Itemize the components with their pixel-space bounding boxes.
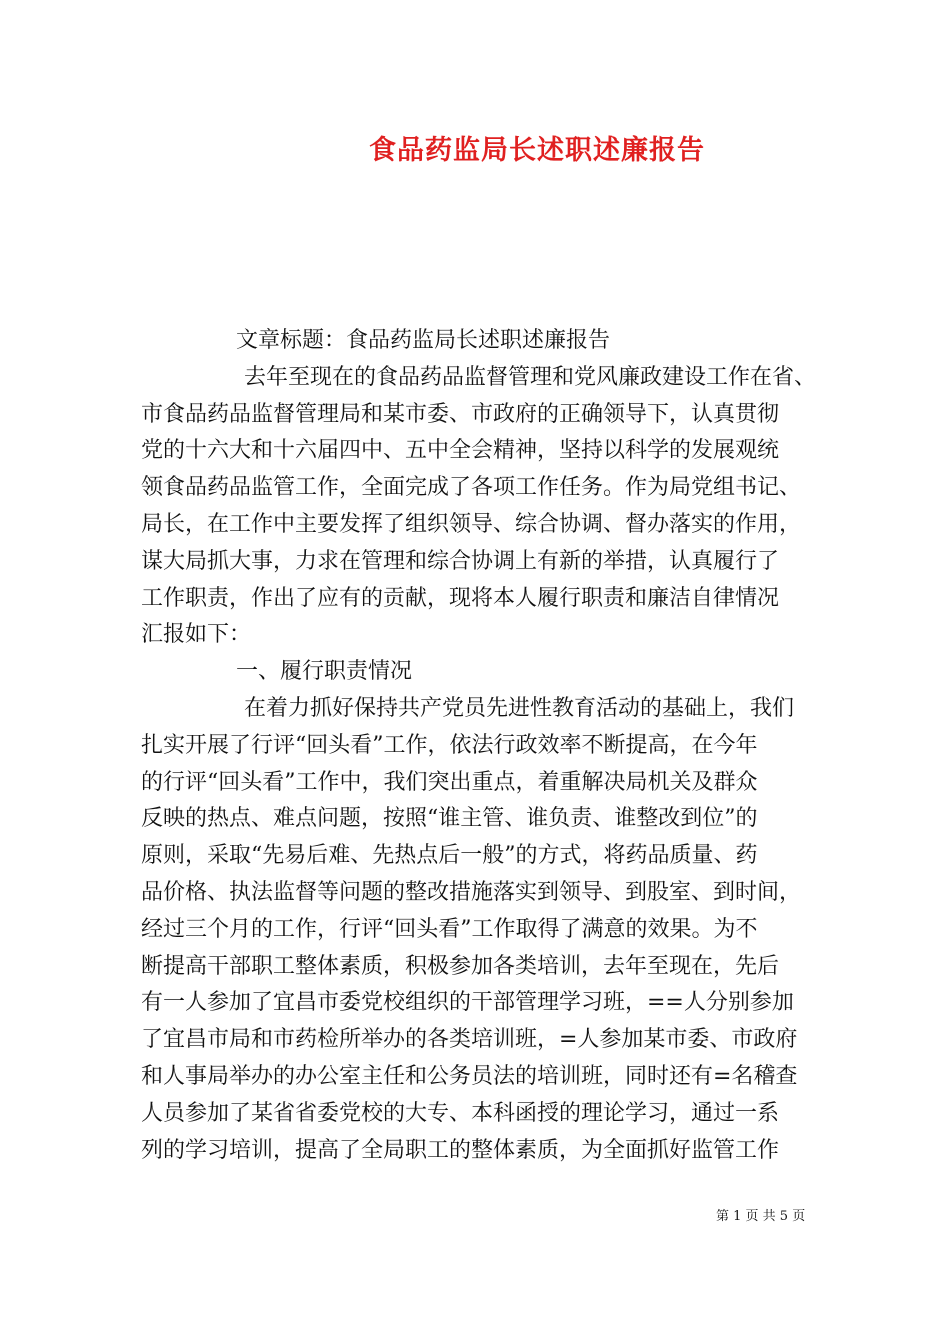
paragraph-line: 人员参加了某省省委党校的大专、本科函授的理论学习，通过一系 [141, 1100, 780, 1126]
paragraph-line: 党的十六大和十六届四中、五中全会精神，坚持以科学的发展观统 [141, 438, 780, 464]
paragraph-line: 去年至现在的食品药品监督管理和党风廉政建设工作在省、 [244, 364, 817, 390]
article-title-line: 文章标题：食品药监局长述职述廉报告 [236, 328, 611, 353]
paragraph-line: 反映的热点、难点问题，按照“谁主管、谁负责、谁整改到位”的 [141, 806, 758, 832]
paragraph-line: 市食品药品监督管理局和某市委、市政府的正确领导下，认真贯彻 [141, 401, 780, 427]
paragraph-line: 品价格、执法监督等问题的整改措施落实到领导、到股室、到时间， [141, 879, 802, 905]
page-number: 第 1 页 共 5 页 [716, 1209, 806, 1224]
paragraph-line: 工作职责，作出了应有的贡献，现将本人履行职责和廉洁自律情况 [141, 585, 780, 611]
paragraph-line: 局长，在工作中主要发挥了组织领导、综合协调、督办落实的作用， [141, 511, 802, 537]
document-body [141, 323, 821, 1169]
paragraph-line: 原则，采取“先易后难、先热点后一般”的方式，将药品质量、药 [141, 843, 758, 869]
paragraph-line: 经过三个月的工作，行评“回头看”工作取得了满意的效果。为不 [141, 916, 758, 942]
section-heading: 一、履行职责情况 [236, 659, 413, 685]
paragraph-line: 领食品药品监管工作，全面完成了各项工作任务。作为局党组书记、 [141, 475, 802, 501]
paragraph-line: 的行评“回头看”工作中，我们突出重点，着重解决局机关及群众 [141, 769, 758, 795]
paragraph-line: 列的学习培训，提高了全局职工的整体素质，为全面抓好监管工作 [141, 1137, 780, 1163]
paragraph-line: 有一人参加了宜昌市委党校组织的干部管理学习班，==人分别参加 [141, 990, 794, 1016]
paragraph-line: 断提高干部职工整体素质，积极参加各类培训，去年至现在，先后 [141, 953, 780, 979]
paragraph-line: 了宜昌市局和市药检所举办的各类培训班，=人参加某市委、市政府 [141, 1027, 798, 1053]
document-title: 食品药监局长述职述廉报告 [369, 135, 705, 166]
paragraph-line: 扎实开展了行评“回头看”工作，依法行政效率不断提高，在今年 [141, 732, 758, 758]
paragraph-line: 汇报如下： [141, 622, 252, 648]
paragraph-line: 和人事局举办的办公室主任和公务员法的培训班，同时还有=名稽查 [141, 1063, 798, 1089]
paragraph-line: 谋大局抓大事，力求在管理和综合协调上有新的举措，认真履行了 [141, 548, 780, 574]
paragraph-line: 在着力抓好保持共产党员先进性教育活动的基础上，我们 [244, 695, 795, 721]
